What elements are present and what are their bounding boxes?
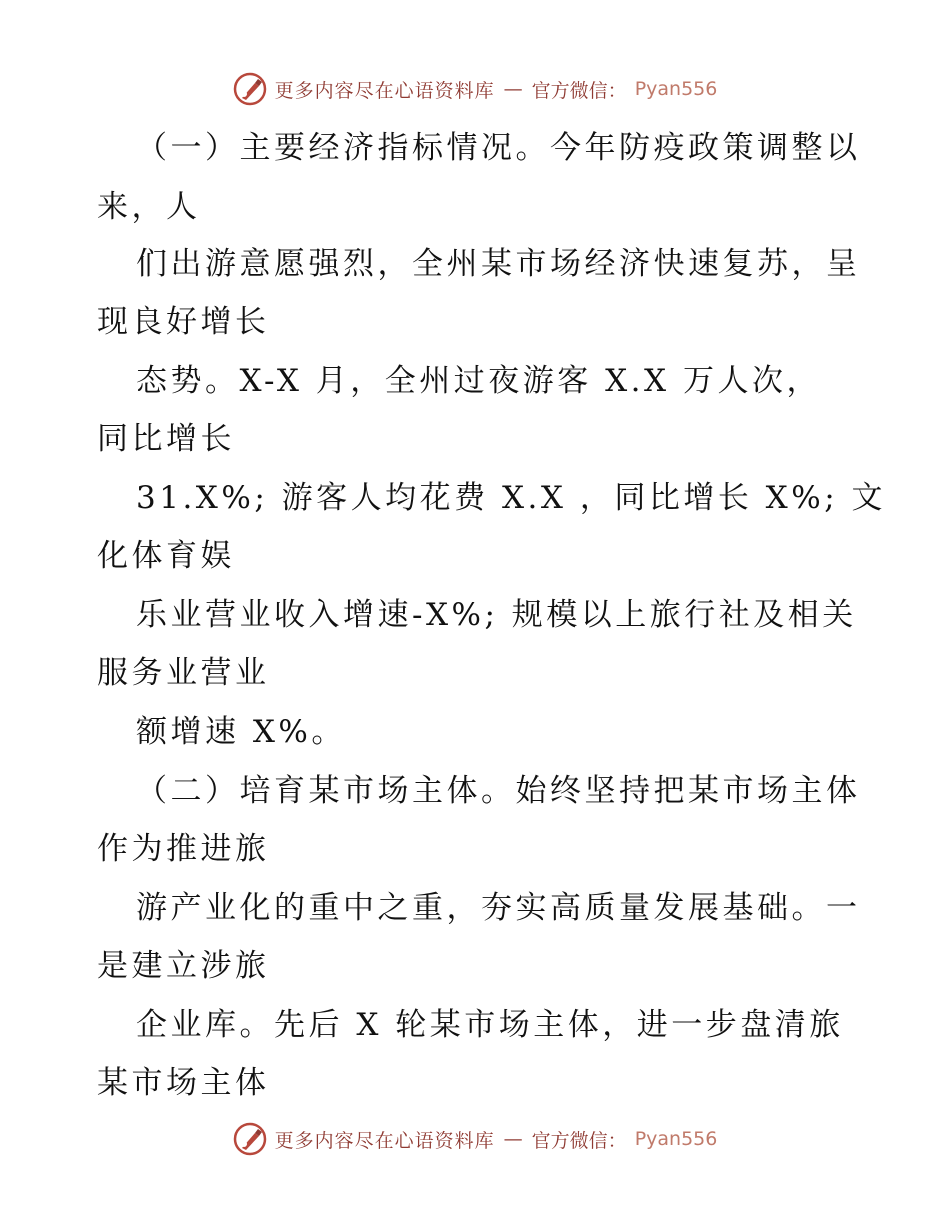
body-line: 态势。X-X 月，全州过夜游客 X.X 万人次， xyxy=(136,363,821,399)
body-line: 某市场主体 xyxy=(97,1065,270,1101)
watermark-text: 更多内容尽在心语资料库 xyxy=(274,1129,495,1152)
watermark-text: 更多内容尽在心语资料库 xyxy=(274,79,495,102)
watermark-wechat-label: 官方微信： xyxy=(531,79,627,102)
body-line: 额增速 X%。 xyxy=(136,714,346,750)
pen-logo-icon xyxy=(233,1122,267,1156)
footer-watermark xyxy=(0,1122,950,1156)
watermark-dash: — xyxy=(503,78,523,100)
body-line: 服务业营业 xyxy=(97,655,270,691)
body-line: 作为推进旅 xyxy=(97,831,270,867)
body-line: 乐业营业收入增速-X%; 规模以上旅行社及相关 xyxy=(136,597,857,633)
body-line: （二）培育某市场主体。始终坚持把某市场主体 xyxy=(136,773,861,809)
body-line: 化体育娱 xyxy=(97,538,235,574)
body-line: 现良好增长 xyxy=(97,304,270,340)
watermark-dash: — xyxy=(503,1128,523,1150)
watermark-wechat-id: Pyan556 xyxy=(634,1128,718,1150)
body-line: 们出游意愿强烈，全州某市场经济快速复苏，呈 xyxy=(136,246,861,282)
body-line: 游产业化的重中之重，夯实高质量发展基础。一 xyxy=(136,890,861,926)
body-line: 同比增长 xyxy=(97,421,235,457)
watermark-wechat-id: Pyan556 xyxy=(634,78,718,100)
body-line: 企业库。先后 X 轮某市场主体，进一步盘清旅 xyxy=(136,1007,844,1043)
body-line: （一）主要经济指标情况。今年防疫政策调整以 xyxy=(136,130,861,166)
body-line: 是建立涉旅 xyxy=(97,948,270,984)
body-line: 31.X%; 游客人均花费 X.X ，同比增长 X%; 文 xyxy=(136,480,887,516)
body-line: 来，人 xyxy=(97,189,201,225)
watermark-wechat-label: 官方微信： xyxy=(531,1129,627,1152)
